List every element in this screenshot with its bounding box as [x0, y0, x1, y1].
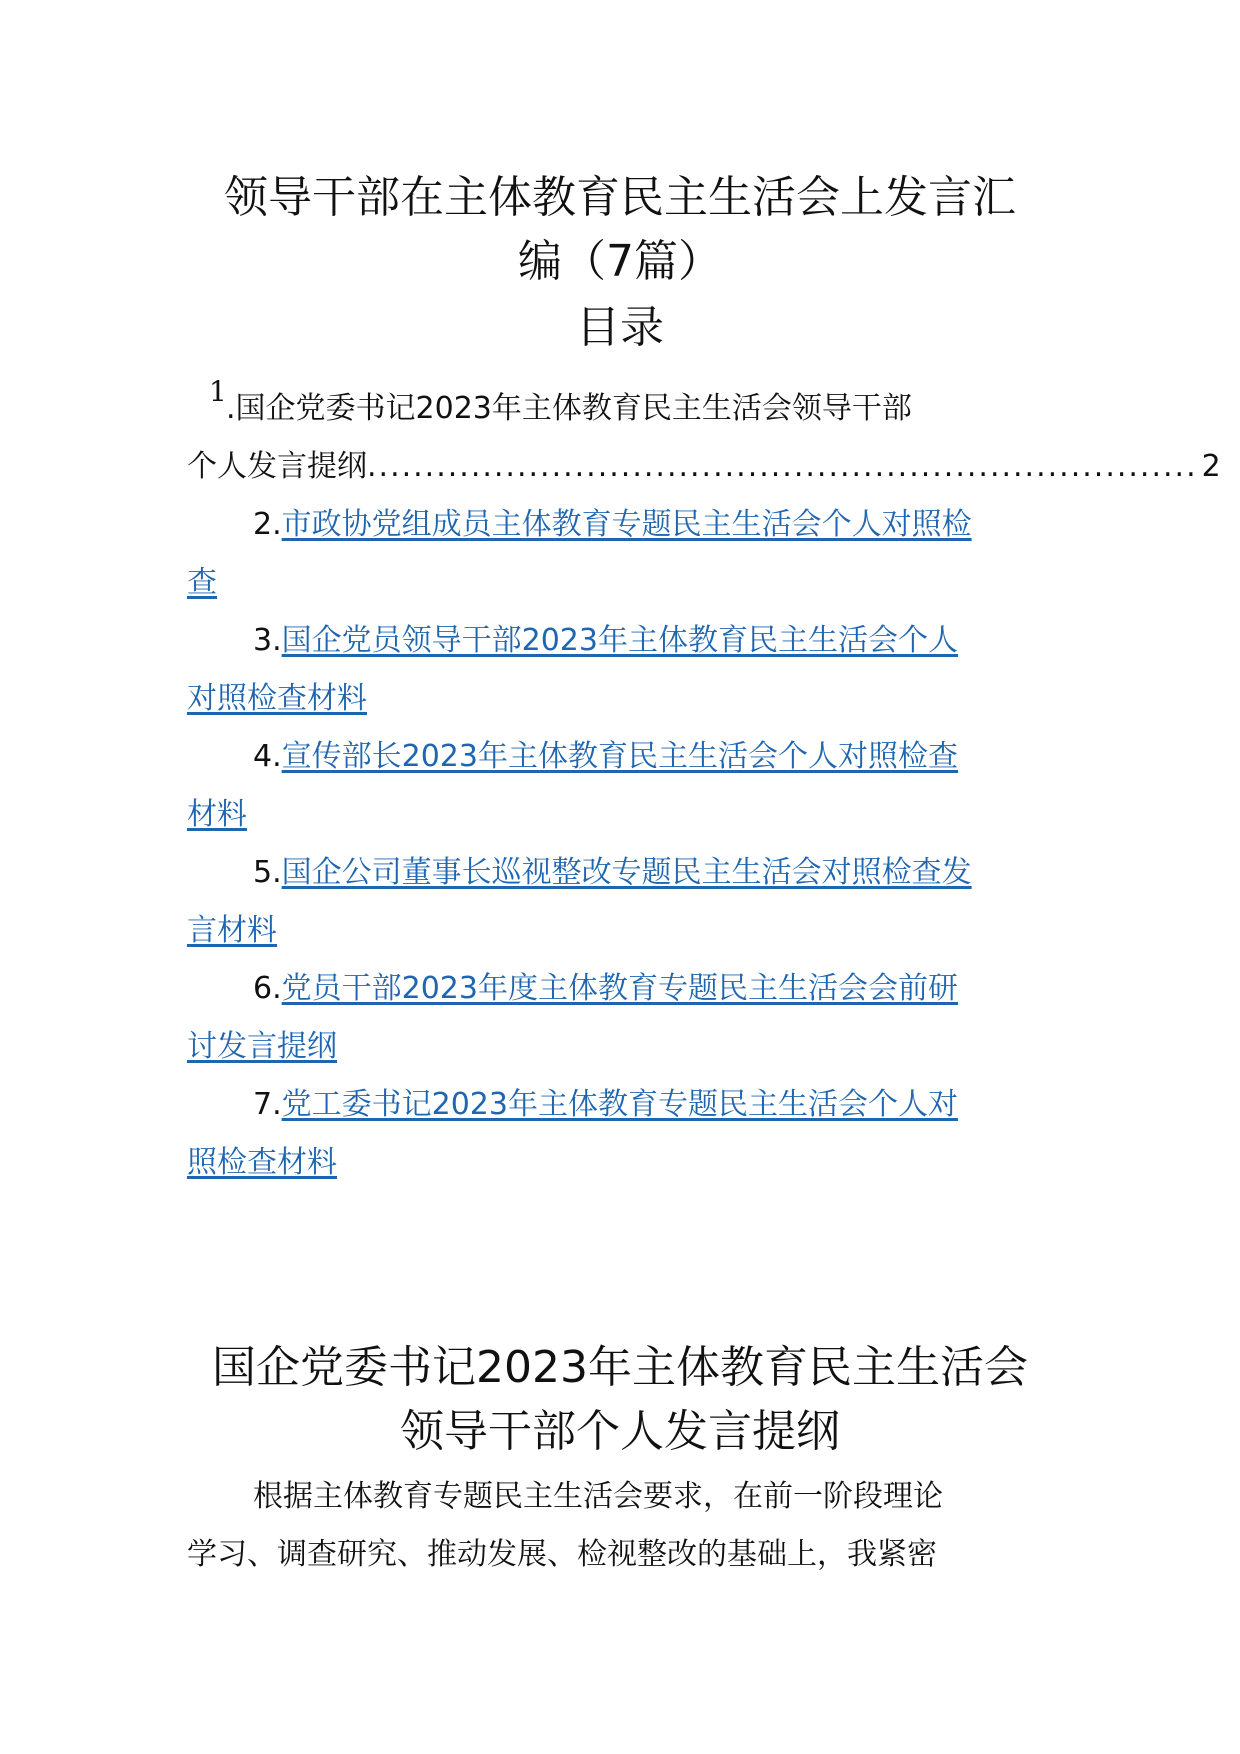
toc-item4-link-cont[interactable]: 材料 — [187, 797, 247, 832]
document-title-line1: 领导干部在主体教育民主生活会上发言汇 — [224, 172, 1016, 223]
toc-item4-line1[interactable] — [253, 737, 958, 777]
toc-item4-link[interactable]: 宣传部长2023年主体教育民主生活会个人对照检查 — [281, 739, 958, 774]
toc-item6-link[interactable]: 党员干部2023年度主体教育专题民主生活会会前研 — [281, 971, 958, 1006]
toc-item-number: 5. — [253, 855, 282, 890]
toc-item4-line2[interactable] — [187, 795, 247, 835]
toc-item1-line1[interactable]: .国企党委书记2023年主体教育民主生活会领导干部 — [226, 391, 912, 426]
toc-item7-link-cont[interactable]: 照检查材料 — [187, 1145, 337, 1180]
toc-item1-number: 1 — [209, 375, 227, 408]
toc-item7-link[interactable]: 党工委书记2023年主体教育专题民主生活会个人对 — [281, 1087, 958, 1122]
toc-item2-link-cont[interactable]: 查 — [187, 565, 217, 600]
body-paragraph-line2: 学习、调查研究、推动发展、检视整改的基础上，我紧密 — [187, 1537, 937, 1572]
toc-item-number: 7. — [253, 1087, 282, 1122]
toc-item1-line2[interactable] — [187, 447, 1221, 487]
toc-item1-text: 个人发言提纲 — [187, 449, 367, 484]
toc-item2-line1[interactable] — [253, 505, 972, 545]
toc-item5-link-cont[interactable]: 言材料 — [187, 913, 277, 948]
section-title-line1: 国企党委书记2023年主体教育民主生活会 — [212, 1342, 1028, 1393]
toc-item-number: 3. — [253, 623, 282, 658]
toc-item-number: 6. — [253, 971, 282, 1006]
toc-item3-link[interactable]: 国企党员领导干部2023年主体教育民主生活会个人 — [281, 623, 958, 658]
toc-item5-link[interactable]: 国企公司董事长巡视整改专题民主生活会对照检查发 — [281, 855, 972, 890]
toc-item3-link-cont[interactable]: 对照检查材料 — [187, 681, 367, 716]
toc-item7-line2[interactable] — [187, 1143, 337, 1183]
toc-item2-line2[interactable] — [187, 563, 217, 603]
body-paragraph-line1: 根据主体教育专题民主生活会要求，在前一阶段理论 — [253, 1479, 943, 1514]
toc-item3-line2[interactable] — [187, 679, 367, 719]
toc-item2-link[interactable]: 市政协党组成员主体教育专题民主生活会个人对照检 — [281, 507, 972, 542]
toc-item6-line2[interactable] — [187, 1027, 337, 1067]
toc-item-number: 4. — [253, 739, 282, 774]
toc-page-number: 2 — [1201, 449, 1221, 484]
toc-item5-line2[interactable] — [187, 911, 277, 951]
toc-item5-line1[interactable] — [253, 853, 972, 893]
toc-item6-line1[interactable] — [253, 969, 958, 1009]
toc-item6-link-cont[interactable]: 讨发言提纲 — [187, 1029, 337, 1064]
toc-item3-line1[interactable] — [253, 621, 958, 661]
document-title-line2: 编（7篇） — [518, 236, 722, 287]
toc-item7-line1[interactable] — [253, 1085, 958, 1125]
toc-item-number: 2. — [253, 507, 282, 542]
toc-heading: 目录 — [576, 302, 664, 353]
toc-leader-dots: ........................................................................ — [367, 449, 1198, 484]
section-title-line2: 领导干部个人发言提纲 — [400, 1406, 840, 1457]
